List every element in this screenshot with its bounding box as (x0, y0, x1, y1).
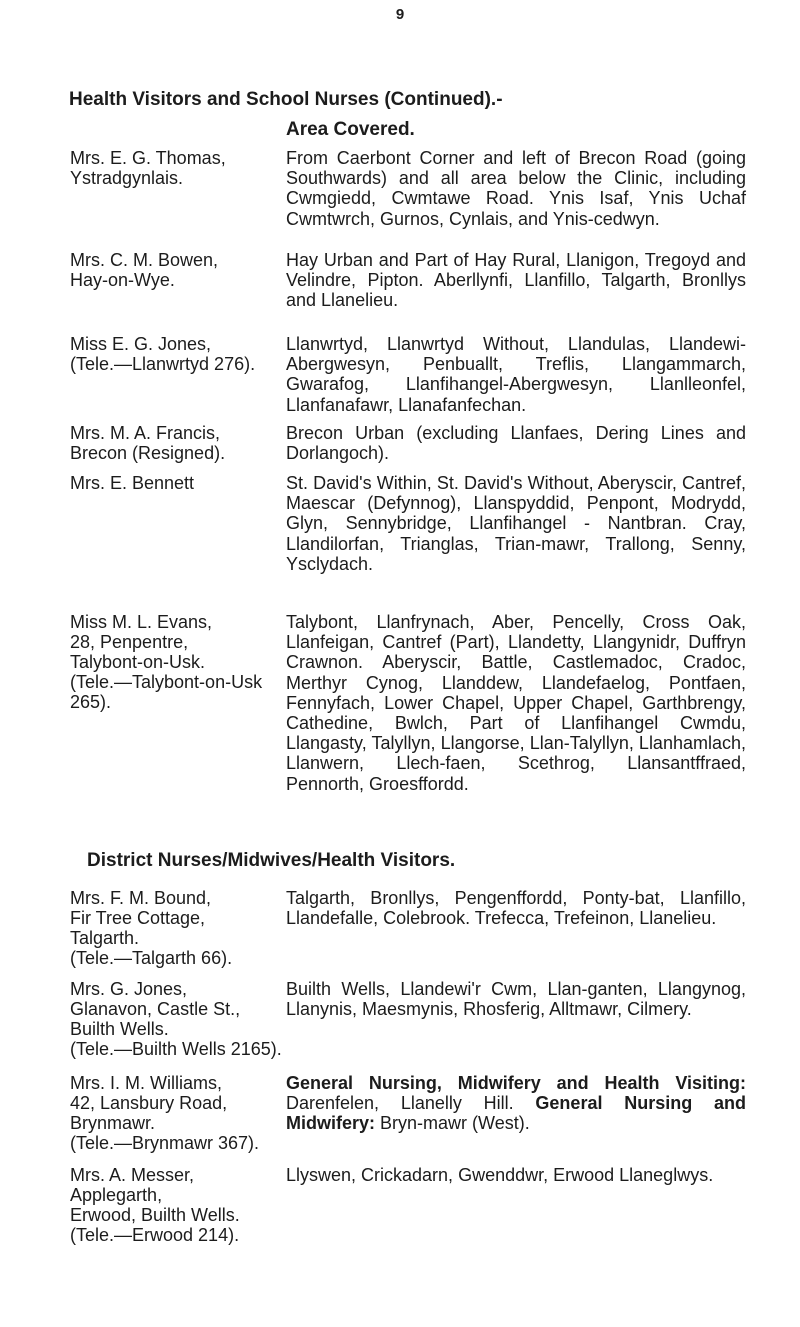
area-label: General Nursing and Midwifery: (286, 1093, 746, 1134)
area-text: Bryn-mawr (West). (380, 1113, 530, 1134)
nurse-name-address: Mrs. E. G. Thomas, Ystradgynlais. (70, 148, 226, 188)
area-covered: Llyswen, Crickadarn, Gwenddwr, Erwood Llaneglwys. (286, 1165, 714, 1185)
area-covered: St. David's Within, St. David's Without, Aberyscir, Cantref, Maescar (Defynnog), Llanspyddid, Penpont, Modrydd, Glyn, Sennybridge, Llanfihangel - Nantbran. Cray, Llandilorfan, Trianglas, Trian-mawr, Trallong, Senny, Ysclydach. (286, 473, 746, 574)
nurse-name-address: Mrs. A. Messer, Applegarth, Erwood, Builth Wells. (Tele.—Erwood 214). (70, 1165, 240, 1245)
area-covered: From Caerbont Corner and left of Brecon Road (going Southwards) and all area below the Clinic, including Cwmgiedd, Cwmtawe Road. Ynis Isaf, Ynis Uchaf Cwmtwrch, Gurnos, Cynlais, and Ynis-cedwyn. (286, 148, 746, 229)
nurse-name-address: Mrs. C. M. Bowen, Hay-on-Wye. (70, 250, 219, 290)
area-covered: Llanwrtyd, Llanwrtyd Without, Llandulas, Llandewi-Abergwesyn, Penbuallt, Treflis, Llangammarch, Gwarafog, Llanfihangel-Abergwesyn, Llanlleonfel, Llanfanafawr, Llanafanfechan. (286, 334, 746, 415)
area-covered: Brecon Urban (excluding Llanfaes, Dering Lines and Dorlangoch). (286, 423, 746, 464)
area-label: General Nursing, Midwifery and Health Visiting: (286, 1073, 746, 1093)
area-covered: Talgarth, Bronllys, Pengenffordd, Ponty-bat, Llanfillo, Llandefalle, Colebrook. Trefecca, Trefeinon, Llanelieu. (286, 888, 746, 929)
area-covered: Builth Wells, Llandewi'r Cwm, Llan-ganten, Llangynog, Llanynis, Maesmynis, Rhosferig, Alltmawr, Cilmery. (286, 979, 746, 1020)
nurse-name-address: Miss E. G. Jones, (Tele.—Llanwrtyd 276). (70, 334, 256, 374)
nurse-name-address: Mrs. F. M. Bound, Fir Tree Cottage, Talgarth. (Tele.—Talgarth 66). (70, 888, 233, 968)
nurse-name-address: Mrs. E. Bennett (70, 473, 195, 493)
nurse-name-address: Mrs. M. A. Francis, Brecon (Resigned). (70, 423, 226, 463)
area-covered: Talybont, Llanfrynach, Aber, Pencelly, Cross Oak, Llanfeigan, Cantref (Part), Llandetty, Llangynidr, Duffryn Crawnon. Aberyscir, Battle, Castlemadoc, Cradoc, Merthyr Cynog, Llanddew, Llandefaelog, Pontfaen, Fennyfach, Lower Chapel, Upper Chapel, Garthbrengy, Cathedine, Bwlch, Part of Llanfihangel Cwmdu, Llangasty, Talyllyn, Llangorse, Llan-Talyllyn, Llanhamlach, Llanwern, Llech-faen, Scethrog, Llansantffraed, Pennorth, Groesffordd. (286, 612, 746, 794)
section-heading-district-nurses: District Nurses/Midwives/Health Visitors. (87, 850, 456, 871)
area-covered: Hay Urban and Part of Hay Rural, Llanigon, Tregoyd and Velindre, Pipton. Aberllynfi, Llanfillo, Talgarth, Bronllys and Llanelieu. (286, 250, 746, 311)
area-text: Darenfelen, Llanelly Hill. (286, 1093, 514, 1114)
nurse-name-address: Mrs. I. M. Williams, 42, Lansbury Road, Brynmawr. (Tele.—Brynmawr 367). (70, 1073, 260, 1153)
section-heading-health-visitors: Health Visitors and School Nurses (Continued).- (69, 89, 503, 110)
area-covered (286, 1073, 746, 1134)
column-heading-area-covered: Area Covered. (286, 119, 415, 140)
page-number: 9 (395, 6, 405, 23)
nurse-name-address: Mrs. G. Jones, Glanavon, Castle St., Builth Wells. (Tele.—Builth Wells 2165). (70, 979, 282, 1059)
nurse-name-address: Miss M. L. Evans, 28, Penpentre, Talybont-on-Usk. (Tele.—Talybont-on-Usk 265). (70, 612, 263, 712)
